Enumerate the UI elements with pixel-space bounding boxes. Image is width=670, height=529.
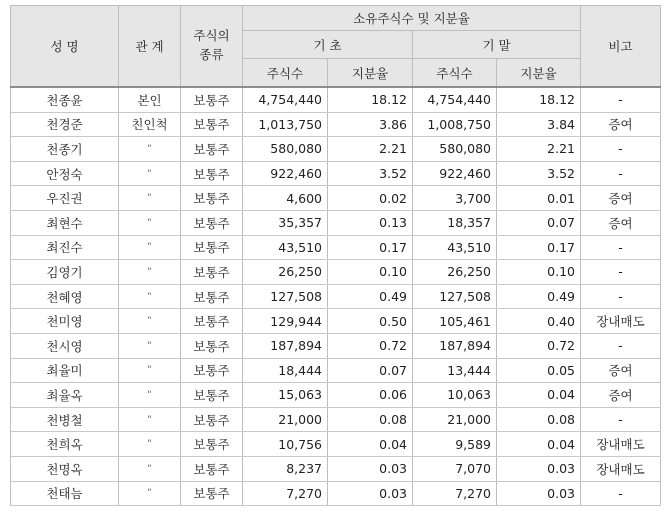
cell-end-shares: 21,000 <box>413 407 497 432</box>
cell-stock-type: 보통주 <box>181 407 243 432</box>
shareholding-table <box>10 5 661 506</box>
cell-end-shares: 580,080 <box>413 137 497 162</box>
cell-note: 장내매도 <box>581 432 661 457</box>
table-row <box>11 260 661 285</box>
cell-end-ratio: 0.72 <box>497 333 581 358</box>
cell-name: 천경준 <box>11 112 119 137</box>
cell-relation: " <box>119 210 181 235</box>
cell-end-shares: 10,063 <box>413 383 497 408</box>
cell-note: - <box>581 260 661 285</box>
cell-end-shares: 18,357 <box>413 210 497 235</box>
cell-name: 천명옥 <box>11 456 119 481</box>
table-row <box>11 235 661 260</box>
cell-end-ratio: 18.12 <box>497 87 581 112</box>
cell-end-ratio: 3.52 <box>497 161 581 186</box>
table-row <box>11 358 661 383</box>
cell-end-shares: 43,510 <box>413 235 497 260</box>
cell-relation: " <box>119 358 181 383</box>
cell-end-ratio: 0.40 <box>497 309 581 334</box>
cell-relation: " <box>119 137 181 162</box>
cell-begin-shares: 187,894 <box>243 333 328 358</box>
cell-name: 천미영 <box>11 309 119 334</box>
cell-end-ratio: 0.07 <box>497 210 581 235</box>
table-row <box>11 481 661 506</box>
cell-end-ratio: 0.17 <box>497 235 581 260</box>
cell-note: 장내매도 <box>581 456 661 481</box>
header-begin-ratio: 지분율 <box>328 59 413 88</box>
cell-stock-type: 보통주 <box>181 87 243 112</box>
cell-begin-shares: 580,080 <box>243 137 328 162</box>
cell-begin-ratio: 0.03 <box>328 481 413 506</box>
cell-begin-shares: 43,510 <box>243 235 328 260</box>
cell-relation: " <box>119 284 181 309</box>
cell-begin-ratio: 0.06 <box>328 383 413 408</box>
cell-relation: " <box>119 309 181 334</box>
cell-begin-ratio: 2.21 <box>328 137 413 162</box>
cell-note: - <box>581 87 661 112</box>
cell-end-shares: 105,461 <box>413 309 497 334</box>
table-row <box>11 186 661 211</box>
table-row <box>11 137 661 162</box>
cell-stock-type: 보통주 <box>181 309 243 334</box>
cell-end-ratio: 3.84 <box>497 112 581 137</box>
cell-begin-ratio: 0.08 <box>328 407 413 432</box>
cell-stock-type: 보통주 <box>181 112 243 137</box>
cell-relation: " <box>119 235 181 260</box>
cell-name: 천태늠 <box>11 481 119 506</box>
cell-note: 증여 <box>581 358 661 383</box>
cell-begin-shares: 10,756 <box>243 432 328 457</box>
cell-begin-ratio: 3.52 <box>328 161 413 186</box>
header-end: 기 말 <box>413 31 581 59</box>
cell-relation: " <box>119 260 181 285</box>
cell-name: 최율옥 <box>11 383 119 408</box>
table-row <box>11 432 661 457</box>
table-row <box>11 407 661 432</box>
table-row <box>11 333 661 358</box>
cell-note: - <box>581 333 661 358</box>
cell-begin-shares: 26,250 <box>243 260 328 285</box>
cell-begin-shares: 21,000 <box>243 407 328 432</box>
cell-note: - <box>581 407 661 432</box>
table-row <box>11 87 661 112</box>
cell-begin-ratio: 0.17 <box>328 235 413 260</box>
table-row <box>11 210 661 235</box>
cell-end-ratio: 0.10 <box>497 260 581 285</box>
header-name: 성 명 <box>11 6 119 88</box>
cell-name: 천병철 <box>11 407 119 432</box>
cell-end-shares: 187,894 <box>413 333 497 358</box>
cell-end-shares: 9,589 <box>413 432 497 457</box>
cell-begin-shares: 15,063 <box>243 383 328 408</box>
cell-begin-shares: 7,270 <box>243 481 328 506</box>
header-holdings: 소유주식수 및 지분율 <box>243 6 581 31</box>
header-relation: 관 계 <box>119 6 181 88</box>
cell-relation: 본인 <box>119 87 181 112</box>
cell-end-ratio: 0.01 <box>497 186 581 211</box>
cell-begin-shares: 35,357 <box>243 210 328 235</box>
cell-relation: " <box>119 333 181 358</box>
cell-relation: 친인척 <box>119 112 181 137</box>
cell-relation: " <box>119 186 181 211</box>
cell-begin-shares: 18,444 <box>243 358 328 383</box>
cell-end-ratio: 0.03 <box>497 481 581 506</box>
cell-relation: " <box>119 481 181 506</box>
cell-begin-shares: 4,754,440 <box>243 87 328 112</box>
table-row <box>11 161 661 186</box>
cell-begin-ratio: 0.72 <box>328 333 413 358</box>
cell-begin-ratio: 0.04 <box>328 432 413 457</box>
cell-stock-type: 보통주 <box>181 432 243 457</box>
cell-begin-shares: 129,944 <box>243 309 328 334</box>
cell-name: 우진권 <box>11 186 119 211</box>
cell-relation: " <box>119 432 181 457</box>
cell-begin-shares: 1,013,750 <box>243 112 328 137</box>
cell-note: - <box>581 481 661 506</box>
cell-relation: " <box>119 161 181 186</box>
cell-name: 안정숙 <box>11 161 119 186</box>
cell-end-ratio: 0.49 <box>497 284 581 309</box>
cell-stock-type: 보통주 <box>181 137 243 162</box>
table-row <box>11 284 661 309</box>
cell-relation: " <box>119 407 181 432</box>
cell-name: 천희옥 <box>11 432 119 457</box>
cell-end-shares: 922,460 <box>413 161 497 186</box>
cell-end-shares: 13,444 <box>413 358 497 383</box>
cell-begin-ratio: 0.03 <box>328 456 413 481</box>
cell-end-ratio: 2.21 <box>497 137 581 162</box>
cell-note: 증여 <box>581 112 661 137</box>
cell-begin-ratio: 0.02 <box>328 186 413 211</box>
cell-stock-type: 보통주 <box>181 358 243 383</box>
cell-begin-ratio: 0.50 <box>328 309 413 334</box>
cell-stock-type: 보통주 <box>181 161 243 186</box>
cell-end-shares: 3,700 <box>413 186 497 211</box>
cell-note: 증여 <box>581 210 661 235</box>
cell-end-ratio: 0.04 <box>497 432 581 457</box>
cell-note: - <box>581 137 661 162</box>
cell-stock-type: 보통주 <box>181 186 243 211</box>
header-begin: 기 초 <box>243 31 413 59</box>
cell-stock-type: 보통주 <box>181 284 243 309</box>
shareholding-table-container <box>10 5 660 506</box>
table-row <box>11 112 661 137</box>
cell-begin-ratio: 0.10 <box>328 260 413 285</box>
cell-end-shares: 26,250 <box>413 260 497 285</box>
cell-name: 천종윤 <box>11 87 119 112</box>
cell-name: 천혜영 <box>11 284 119 309</box>
cell-note: - <box>581 284 661 309</box>
cell-begin-shares: 922,460 <box>243 161 328 186</box>
cell-begin-ratio: 18.12 <box>328 87 413 112</box>
cell-end-shares: 7,270 <box>413 481 497 506</box>
cell-stock-type: 보통주 <box>181 210 243 235</box>
cell-end-shares: 7,070 <box>413 456 497 481</box>
cell-name: 최진수 <box>11 235 119 260</box>
table-body <box>11 87 661 506</box>
cell-begin-ratio: 3.86 <box>328 112 413 137</box>
cell-end-ratio: 0.05 <box>497 358 581 383</box>
cell-stock-type: 보통주 <box>181 456 243 481</box>
cell-end-shares: 127,508 <box>413 284 497 309</box>
cell-note: 장내매도 <box>581 309 661 334</box>
table-row <box>11 309 661 334</box>
cell-relation: " <box>119 456 181 481</box>
cell-name: 최율미 <box>11 358 119 383</box>
cell-stock-type: 보통주 <box>181 260 243 285</box>
cell-begin-shares: 8,237 <box>243 456 328 481</box>
header-note: 비고 <box>581 6 661 88</box>
cell-end-ratio: 0.03 <box>497 456 581 481</box>
cell-begin-shares: 4,600 <box>243 186 328 211</box>
table-row <box>11 383 661 408</box>
cell-note: 증여 <box>581 186 661 211</box>
header-end-ratio: 지분율 <box>497 59 581 88</box>
header-begin-shares: 주식수 <box>243 59 328 88</box>
cell-end-shares: 1,008,750 <box>413 112 497 137</box>
cell-name: 김영기 <box>11 260 119 285</box>
cell-end-ratio: 0.04 <box>497 383 581 408</box>
cell-relation: " <box>119 383 181 408</box>
cell-stock-type: 보통주 <box>181 383 243 408</box>
cell-end-ratio: 0.08 <box>497 407 581 432</box>
cell-note: - <box>581 235 661 260</box>
cell-stock-type: 보통주 <box>181 333 243 358</box>
cell-stock-type: 보통주 <box>181 235 243 260</box>
cell-begin-ratio: 0.13 <box>328 210 413 235</box>
cell-begin-ratio: 0.07 <box>328 358 413 383</box>
cell-begin-shares: 127,508 <box>243 284 328 309</box>
cell-stock-type: 보통주 <box>181 481 243 506</box>
cell-name: 최현수 <box>11 210 119 235</box>
cell-name: 천시영 <box>11 333 119 358</box>
cell-note: 증여 <box>581 383 661 408</box>
table-row <box>11 456 661 481</box>
header-stock-type: 주식의 종류 <box>181 6 243 88</box>
table-header <box>11 6 661 88</box>
cell-end-shares: 4,754,440 <box>413 87 497 112</box>
cell-note: - <box>581 161 661 186</box>
header-end-shares: 주식수 <box>413 59 497 88</box>
cell-name: 천종기 <box>11 137 119 162</box>
cell-begin-ratio: 0.49 <box>328 284 413 309</box>
